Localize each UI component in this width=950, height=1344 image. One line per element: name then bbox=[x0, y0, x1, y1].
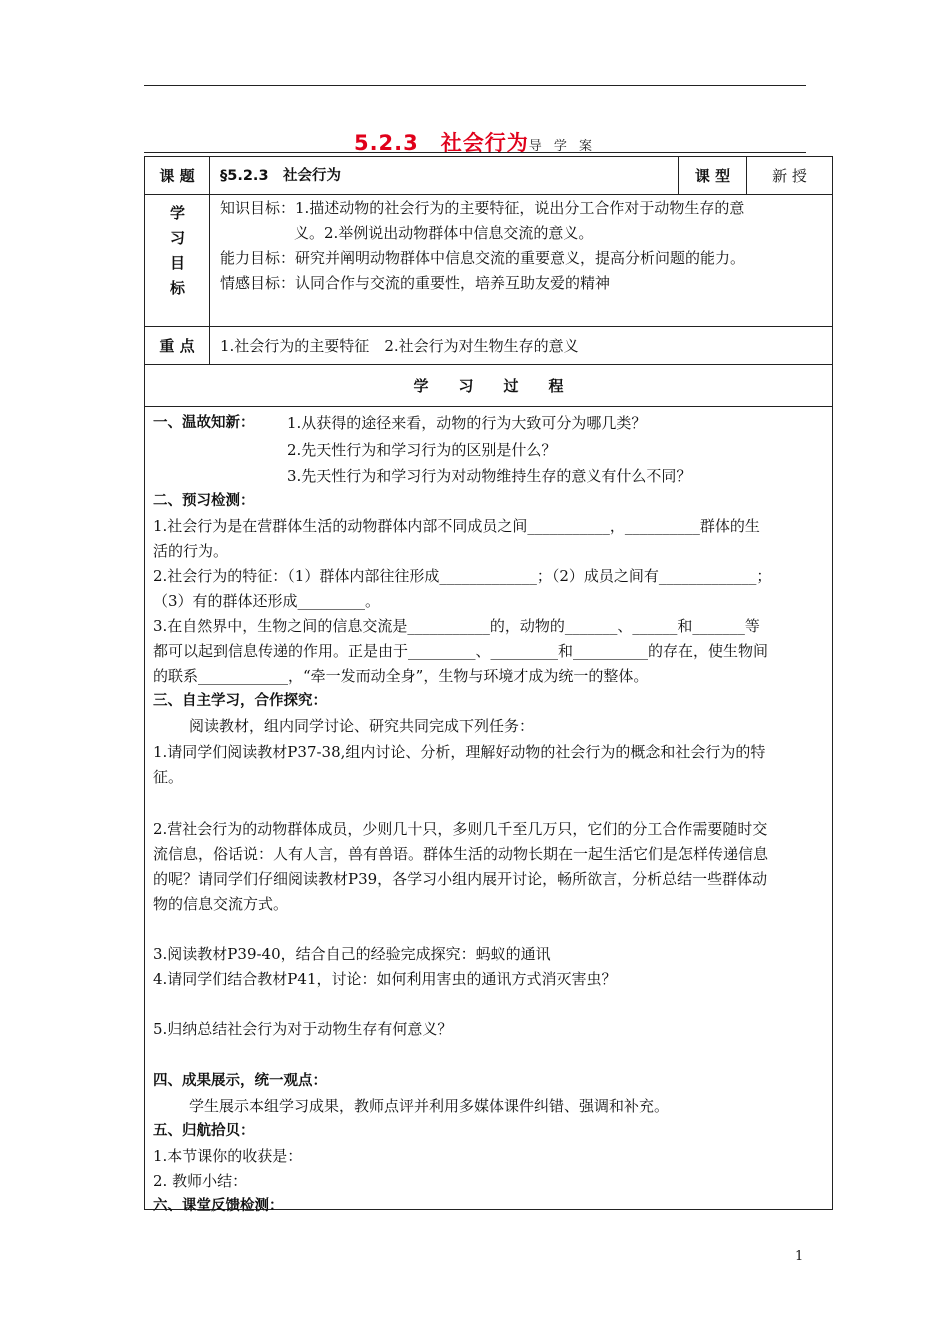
goal-ability: 能力目标：研究并阐明动物群体中信息交流的重要意义，提高分析问题的能力。 bbox=[220, 249, 746, 267]
section-5-title: 五、归航拾贝： bbox=[153, 1123, 255, 1139]
goal-knowledge-2: 义。2.举例说出动物群体中信息交流的意义。 bbox=[294, 224, 594, 242]
s3-task-5: 5.归纳总结社会行为对于动物生存有何意义？ bbox=[153, 1020, 453, 1038]
s1-question-1: 1.从获得的途径来看，动物的行为大致可分为哪几类？ bbox=[287, 414, 647, 432]
section-4-title: 四、成果展示，统一观点： bbox=[153, 1073, 327, 1089]
s4-body: 学生展示本组学习成果，教师点评并利用多媒体课件纠错、强调和补充。 bbox=[189, 1097, 670, 1115]
goals-label-cell bbox=[145, 195, 210, 326]
goals-content bbox=[210, 195, 832, 326]
s2-line-6: 都可以起到信息传递的作用。正是由于_________、_________和__________的存在，使生物间 bbox=[153, 642, 769, 660]
s2-line-1: 1.社会行为是在营群体生活的动物群体内部不同成员之间___________，__________群体的生 bbox=[153, 517, 760, 535]
lesson-table bbox=[144, 156, 833, 1214]
title-underline bbox=[144, 152, 806, 153]
key-row bbox=[145, 327, 832, 365]
s3-task-2a: 2.营社会行为的动物群体成员，少则几十只，多则几千至几万只，它们的分工合作需要随时交 bbox=[153, 820, 768, 838]
s3-task-2c: 的呢？请同学们仔细阅读教材P39，各学习小组内展开讨论，畅所欲言，分析总结一些群体动 bbox=[153, 870, 768, 888]
title-main: 5.2.3 社会行为 bbox=[353, 131, 529, 155]
topic-value: §5.2.3 社会行为 bbox=[220, 168, 342, 184]
s3-task-2d: 物的信息交流方式。 bbox=[153, 895, 289, 913]
section-3-title: 三、自主学习，合作探究： bbox=[153, 693, 327, 709]
topic-row bbox=[145, 157, 832, 195]
s3-task-4: 4.请同学们结合教材P41，讨论：如何利用害虫的通讯方式消灭害虫？ bbox=[153, 970, 617, 988]
key-value: 1.社会行为的主要特征 2.社会行为对生物生存的意义 bbox=[220, 337, 579, 355]
page-number: 1 bbox=[795, 1249, 804, 1264]
s3-intro: 阅读教材，组内同学讨论、研究共同完成下列任务： bbox=[189, 717, 535, 735]
s5-line-1: 1.本节课你的收获是： bbox=[153, 1147, 303, 1165]
type-label: 课 型 bbox=[679, 157, 747, 194]
goals-row bbox=[145, 195, 832, 327]
key-value-cell bbox=[210, 327, 832, 364]
s2-line-7: 的联系____________，“牵一发而动全身”，生物与环境才成为统一的整体。 bbox=[153, 667, 649, 685]
s3-task-1a: 1.请同学们阅读教材P37-38,组内讨论、分析，理解好动物的社会行为的概念和社会行为的特 bbox=[153, 743, 766, 761]
title-sub: 导 学 案 bbox=[528, 139, 597, 154]
s3-task-1b: 征。 bbox=[153, 768, 184, 786]
section-2-title: 二、预习检测： bbox=[153, 493, 255, 509]
s2-line-2: 活的行为。 bbox=[153, 542, 229, 560]
s1-question-2: 2.先天性行为和学习行为的区别是什么？ bbox=[287, 441, 557, 459]
s2-line-3: 2.社会行为的特征：（1）群体内部往往形成_____________；（2）成员之间有_____________； bbox=[153, 567, 772, 585]
s5-line-2: 2. 教师小结： bbox=[153, 1172, 248, 1190]
s2-line-5: 3.在自然界中，生物之间的信息交流是___________的，动物的_______、______和_______等 bbox=[153, 617, 760, 635]
s3-task-2b: 流信息，俗话说：人有人言，兽有兽语。群体生活的动物长期在一起生活它们是怎样传递信息 bbox=[153, 845, 769, 863]
section-1-title: 一、温故知新： bbox=[153, 415, 255, 431]
topic-value-cell bbox=[210, 157, 679, 194]
process-body bbox=[145, 407, 832, 1214]
goal-knowledge-1: 知识目标：1.描述动物的社会行为的主要特征，说出分工合作对于动物生存的意 bbox=[220, 199, 745, 217]
s1-question-3: 3.先天性行为和学习行为对动物维持生存的意义有什么不同？ bbox=[287, 467, 692, 485]
key-label: 重 点 bbox=[145, 327, 210, 364]
topic-label: 课 题 bbox=[145, 157, 210, 194]
header-rule bbox=[144, 85, 806, 86]
goal-emotion: 情感目标：认同合作与交流的重要性，培养互助友爱的精神 bbox=[220, 274, 611, 292]
process-header: 学 习 过 程 bbox=[145, 365, 832, 407]
type-value: 新 授 bbox=[772, 167, 807, 185]
s2-line-4: （3）有的群体还形成_________。 bbox=[153, 592, 381, 610]
section-6-title: 六、课堂反馈检测： bbox=[153, 1198, 284, 1214]
s3-task-3: 3.阅读教材P39-40，结合自己的经验完成探究：蚂蚁的通讯 bbox=[153, 945, 551, 963]
goals-label: 学 习 目 标 bbox=[169, 204, 185, 297]
